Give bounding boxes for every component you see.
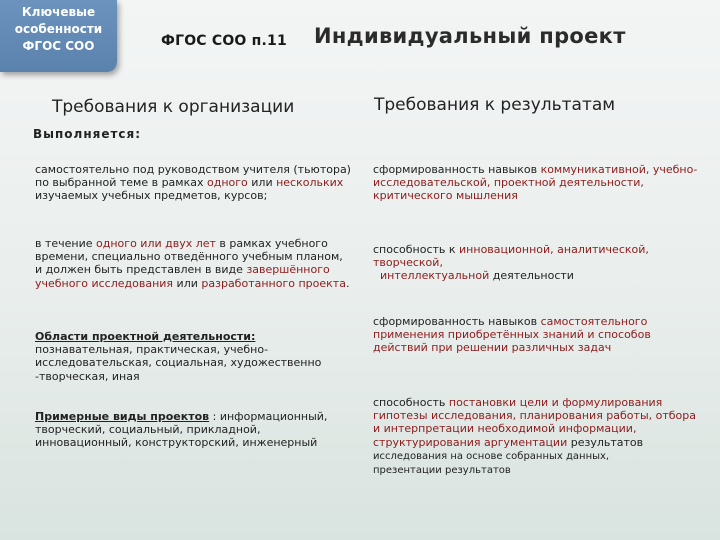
key-features-badge — [0, 0, 117, 72]
highlight: одного — [206, 176, 248, 190]
highlight: инновационной, аналитической, творческой, — [373, 243, 649, 270]
highlight: постановки цели и формулирования гипотезы исследования, планирования работы, отбора и интерпретации необходимой информации, структурирования аргументации — [373, 396, 697, 449]
text: или — [173, 276, 202, 290]
text: деятельности — [489, 269, 574, 283]
text: способность к — [373, 243, 460, 256]
badge-line-3: ФГОС СОО — [22, 39, 95, 53]
highlight: коммуникативной, учебно-исследовательской, проектной деятельности, критического мышления — [373, 163, 698, 203]
org-item-project-types — [35, 410, 353, 450]
text: способность — [373, 396, 449, 409]
text: самостоятельно под руководством учителя (тьютора) по выбранной теме в рамках — [35, 163, 351, 190]
page-title: Индивидуальный проект — [314, 24, 626, 48]
text: исследования на основе собранных данных, — [373, 450, 610, 462]
project-types-label: Примерные виды проектов — [35, 410, 210, 423]
org-item-independent — [35, 163, 353, 203]
badge-line-1: Ключевые — [21, 5, 96, 19]
text: : информационный, творческий, социальный, прикладной, инновационный, конструкторский, инженерный — [35, 410, 328, 450]
highlight: одного или двух лет — [96, 237, 216, 250]
text: сформированность навыков — [373, 163, 541, 176]
executed-label: Выполняется: — [33, 127, 142, 141]
activity-areas-label: Области проектной деятельности: — [35, 330, 256, 343]
highlight: самостоятельного применения приобретённых знаний и способов действий при решении различных задач — [373, 315, 651, 355]
result-item-skills — [373, 163, 703, 203]
text: изучаемых учебных предметов, курсов; — [35, 189, 268, 203]
text: или — [247, 176, 277, 190]
text: . — [345, 276, 350, 290]
highlight: завершённого учебного исследования — [35, 263, 330, 290]
highlight: нескольких — [276, 176, 344, 190]
org-item-duration — [35, 237, 353, 290]
text: в течение — [35, 237, 97, 250]
text: в рамках учебного времени, специально отведённого учебным планом, и должен быть представлен в виде — [35, 237, 343, 277]
results-requirements-heading: Требования к результатам — [374, 95, 616, 115]
text: результатов — [567, 435, 644, 449]
result-item-research-ability — [373, 396, 703, 477]
text: презентации результатов — [373, 465, 511, 477]
highlight: интеллектуальной — [380, 269, 490, 283]
highlight: разработанного проекта — [201, 276, 346, 290]
result-item-independent-application — [373, 315, 703, 355]
org-item-activity-areas — [35, 330, 353, 383]
organization-requirements-heading: Требования к организации — [52, 97, 295, 117]
result-item-ability — [373, 243, 703, 283]
standard-reference: ФГОС СОО п.11 — [161, 33, 287, 49]
badge-line-2: особенности — [14, 22, 103, 36]
text: сформированность навыков — [373, 315, 541, 328]
text: познавательная, практическая, учебно-исследовательская, социальная, художественно -творческая, иная — [35, 343, 322, 383]
